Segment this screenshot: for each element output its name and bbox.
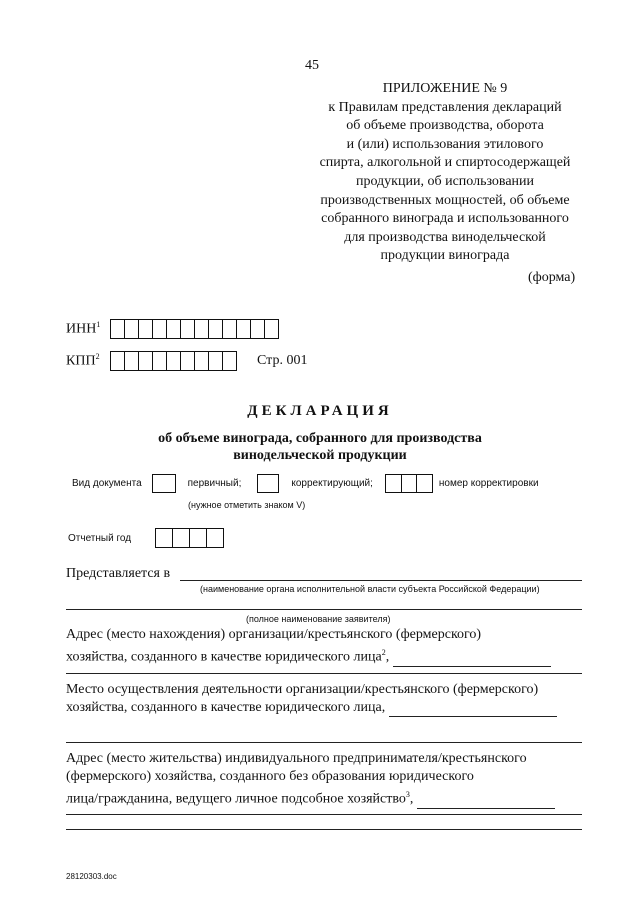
corrective-label: корректирующий; <box>291 478 373 489</box>
appendix-line: продукции винограда <box>380 248 510 264</box>
person-address-line-extra-1[interactable] <box>66 814 582 815</box>
kpp-input-cells[interactable] <box>110 351 237 371</box>
corrective-checkbox[interactable] <box>257 474 279 493</box>
kpp-footnote-mark: 2 <box>95 352 100 362</box>
appendix-header <box>290 80 600 266</box>
activity-place-field[interactable] <box>389 716 557 717</box>
report-year-label: Отчетный год <box>68 532 132 544</box>
org-address-line-extra[interactable] <box>66 673 582 674</box>
activity-place-line2: хозяйства, созданного в качестве юридического лица, <box>66 700 386 715</box>
submitted-to-label: Представляется в <box>66 566 171 581</box>
appendix-line: для производства винодельческой <box>344 229 546 245</box>
document-type-note: (нужное отметить знаком V) <box>188 500 306 510</box>
appendix-line: к Правилам представления деклараций <box>328 99 562 115</box>
appendix-line: продукции, об использовании <box>355 173 535 189</box>
document-title: ДЕКЛАРАЦИЯ <box>247 403 393 419</box>
document-type-label: Вид документа <box>72 478 142 489</box>
person-address-line1: Адрес (место жительства) индивидуального предпринимателя/крестьянского <box>66 751 527 766</box>
inn-input-cells[interactable] <box>110 319 279 339</box>
primary-checkbox[interactable] <box>152 474 176 493</box>
appendix-line: и (или) использования этилового <box>346 136 544 152</box>
page-label: Стр. 001 <box>257 353 308 368</box>
appendix-title: ПРИЛОЖЕНИЕ № 9 <box>382 81 508 96</box>
inn-label: ИНН$^1$ <box>66 320 101 337</box>
footer-document-code: 28120303.doc <box>66 872 117 881</box>
correction-number-label: номер корректировки <box>438 478 539 489</box>
org-address-field[interactable] <box>393 666 551 667</box>
org-address-paragraph: Адрес (место нахождения) организации/крестьянского (фермерского) хозяйства, созданного в качестве юридического лица$^2$, <box>66 626 582 667</box>
authority-line[interactable] <box>180 580 582 581</box>
inn-footnote-mark: 1 <box>96 320 101 330</box>
appendix-line: спирта, алкогольной и спиртосодержащей <box>319 155 571 171</box>
page-number: 45 <box>305 58 319 73</box>
report-year-row <box>68 528 224 548</box>
document-type-row <box>72 474 539 493</box>
person-address-line3: лица/гражданина, ведущего личное подсобное хозяйство <box>66 791 406 807</box>
document-subtitle: об объеме винограда, собранного для производства винодельческой продукции <box>158 431 482 463</box>
applicant-caption: (полное наименование заявителя) <box>246 614 391 624</box>
appendix-line: собранного винограда и использованного <box>321 211 569 227</box>
person-address-line2: (фермерского) хозяйства, созданного без образования юридического <box>66 769 474 784</box>
person-address-paragraph: Адрес (место жительства) индивидуального предпринимателя/крестьянского (фермерского) хозяйства, созданного без образования юридического лица/гражданина, ведущего личное подсобное хозяйство$^3$, <box>66 750 582 809</box>
activity-place-line-extra[interactable] <box>66 742 582 743</box>
org-address-line1: Адрес (место нахождения) организации/крестьянского (фермерского) <box>66 627 482 642</box>
org-address-footnote-mark: 2 <box>381 648 386 657</box>
appendix-line: производственных мощностей, об объеме <box>320 192 570 208</box>
activity-place-line1: Место осуществления деятельности организации/крестьянского (фермерского) <box>66 682 539 697</box>
activity-place-paragraph <box>66 681 582 717</box>
report-year-cells[interactable] <box>155 528 224 548</box>
kpp-label: КПП$^2$ <box>66 352 100 369</box>
correction-number-cells[interactable] <box>385 474 433 493</box>
form-label: (форма) <box>528 270 576 285</box>
kpp-row <box>66 351 307 371</box>
person-address-field[interactable] <box>417 808 555 809</box>
person-address-line-extra-2[interactable] <box>66 829 582 830</box>
primary-label: первичный; <box>187 478 242 489</box>
authority-caption: (наименование органа исполнительной власти субъекта Российской Федерации) <box>200 584 540 594</box>
appendix-line: об объеме производства, оборота <box>346 118 544 134</box>
inn-row <box>66 319 279 339</box>
org-address-line2: хозяйства, созданного в качестве юридического лица <box>66 649 382 665</box>
person-address-footnote-mark: 3 <box>405 790 410 799</box>
applicant-line[interactable] <box>66 609 582 610</box>
